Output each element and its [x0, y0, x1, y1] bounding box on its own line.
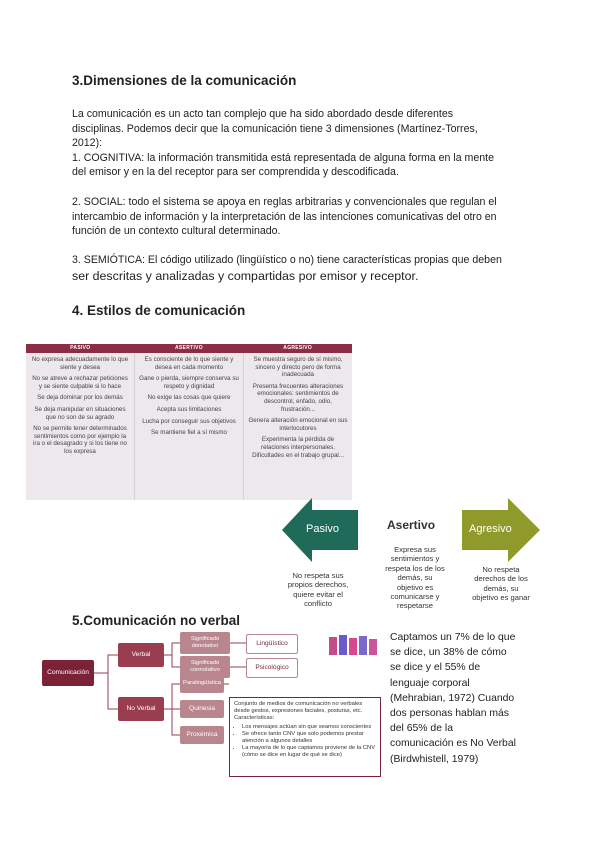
agresivo-description: No respeta derechos de los demás, su objetivo es ganar	[472, 565, 530, 603]
styles-table	[26, 344, 352, 500]
column-asertivo	[134, 353, 243, 500]
pasivo-description: No respeta sus propios derechos, quiere evitar el conflicto	[287, 571, 349, 609]
table-cell: Lucha por conseguir sus objetivos	[142, 417, 236, 425]
body-language-illustration	[327, 633, 383, 657]
list-item: • Los mensajes actúan sin que seamos conscientes	[242, 724, 376, 731]
column-pasivo	[26, 353, 134, 500]
table-cell: Se muestra seguro de sí mismo, sincero y directo pero de forma inadecuada	[253, 356, 343, 379]
table-cell: Gane o pierda, siempre conserva su respeto y dignidad	[139, 375, 239, 390]
node-significado-denotativo: Significado denotativo	[180, 632, 230, 654]
node-paralinguistica: Paralingüística	[180, 675, 224, 693]
styles-table-header	[26, 344, 352, 353]
node-significado-connotativo: Significado connotativo	[180, 656, 230, 678]
column-agresivo	[243, 353, 352, 500]
asertivo-label: Asertivo	[387, 518, 436, 532]
node-linguistico: Lingüístico	[246, 634, 298, 654]
table-cell: Se deja manipular en situaciones que no son de su agrado	[34, 405, 126, 421]
agresivo-label: Agresivo	[469, 523, 512, 535]
table-cell: Es consciente de lo que siente y desea en cada momento	[144, 356, 234, 371]
section3-heading: 3.Dimensiones de la comunicación	[72, 73, 297, 88]
pasivo-label: Pasivo	[306, 523, 340, 535]
table-cell: No se atreve a rechazar peticiones y se siente culpable si lo hace	[32, 375, 128, 390]
node-comunicacion: Comunicación	[42, 660, 94, 686]
section3-social: 2. SOCIAL: todo el sistema se apoya en reglas arbitrarias y convencionales que regulan el intercambio de información y la interpretación de las intenciones comunicativas del otro en función de un contexto cultural determinado.	[72, 196, 497, 238]
section5-heading: 5.Comunicación no verbal	[72, 613, 241, 628]
table-cell: No se permite tener determinados sentimientos como por ejemplo la ira o el desagrado y si los tiene no los expresa	[33, 425, 127, 455]
list-item: • La mayoría de lo que captamos proviene de la CNV (cómo se dice en lugar de qué se dice)	[242, 745, 376, 759]
node-no-verbal: No Verbal	[118, 697, 164, 721]
header-agresivo: AGRESIVO	[283, 345, 313, 351]
table-cell: Acepta sus limitaciones	[156, 405, 222, 413]
header-asertivo: ASERTIVO	[175, 345, 203, 351]
table-cell: Experimenta la pérdida de relaciones interpersonales. Dificultades en el trabajo grupal...	[252, 436, 344, 459]
node-proxemica: Proxémica	[180, 726, 224, 744]
table-cell: Se mantiene fiel a sí mismo	[151, 429, 227, 437]
asertivo-description: Expresa sus sentimientos y respeta los de los demás, su objetivo es comunicarse y respetarse	[385, 545, 445, 611]
table-cell: No expresa adecuadamente lo que siente y desea	[31, 356, 129, 371]
header-pasivo: PASIVO	[70, 345, 91, 351]
section4-heading: 4. Estilos de comunicación	[72, 303, 246, 318]
table-cell: No exige las cosas que quiere	[147, 394, 231, 402]
table-cell: Genera alteración emocional en sus interlocutores	[248, 417, 348, 432]
list-item: • Se ofrece tanto CNV que solo podemos prestar atención a algunos detalles	[242, 731, 376, 745]
table-cell: Presenta frecuentes alteraciones emocionales: sentimientos de descontrol, enfado, odio, frustración...	[252, 382, 344, 413]
nonverbal-definition-box: Conjunto de medios de comunicación no verbales desde gestos, expresiones faciales, posturas, etc. Características: • Los mensajes actúan sin que seamos conscientes • Se ofrece tanto CNV que solo podemos prestar atención a algunos detalles • La mayoría de lo que captamos proviene de la CNV (cómo se dice en lugar de qué se dice)	[229, 697, 381, 777]
node-verbal: Verbal	[118, 643, 164, 667]
table-cell: Se deja dominar por los demás	[37, 394, 123, 402]
nonverbal-characteristics-list	[234, 724, 376, 760]
node-quinesia: Quinesia	[180, 700, 224, 718]
section3-intro: La comunicación es un acto tan complejo que ha sido abordado desde diferentes disciplinas. Podemos decir que la comunicación tiene 3 dimensiones (Martínez-Torres, 2012): 1. COGNITIVA: la información transmitida está representada de alguna forma en la mente del emisor y en la del receptor para ser comprendida y descodificada.	[72, 108, 494, 179]
nonverbal-statistics-text: Captamos un 7% de lo que se dice, un 38% de cómo se dice y el 55% de lenguaje corporal (Mehrabian, 1972) Cuando dos personas hablan más del 65% de la comunicación es No Verbal (Birdwhistell, 1979)	[390, 632, 516, 765]
section3-semiotica: 3. SEMIÓTICA: El código utilizado (lingüístico o no) tiene características propias que deben ser descritas y analizadas y compartidas por emisor y receptor.	[72, 254, 502, 283]
node-psicologico: Psicológico	[246, 658, 298, 678]
